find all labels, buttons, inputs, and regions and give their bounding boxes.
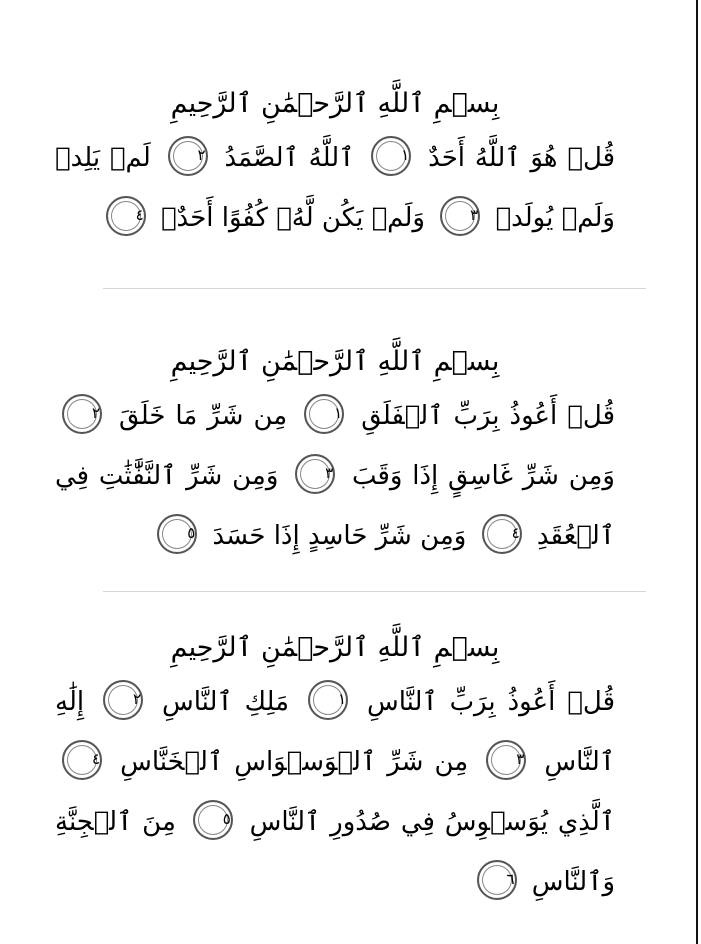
ayah-text: وَمِن شَرِّ حَاسِدٍ إِذَا حَسَدَ	[212, 521, 467, 551]
ayah-number-marker: ٢	[103, 680, 143, 720]
page-edge-border	[696, 0, 698, 944]
ayah-text: مِن شَرِّ مَا خَلَقَ	[119, 401, 288, 431]
ayah-block	[55, 672, 615, 912]
ayah-number-marker: ١	[304, 394, 344, 434]
ayah-text: وَمِن شَرِّ غَاسِقٍ إِذَا وَقَبَ	[351, 461, 615, 491]
ayah-text: مَلِكِ ٱلنَّاسِ	[162, 687, 290, 717]
ayah-text: ٱللَّهُ ٱلصَّمَدُ	[224, 143, 355, 173]
ayah-number-marker: ١	[371, 136, 411, 176]
ayah-number-marker: ١	[308, 680, 348, 720]
ayah-text: وَلَمۡ يَكُن لَّهُۥ كُفُوًا أَحَدٌۢ	[160, 203, 425, 233]
ayah-number-marker: ٢	[168, 136, 208, 176]
surah-divider	[103, 288, 646, 289]
ayah-number-marker: ٦	[477, 860, 517, 900]
ayah-text: قُلۡ أَعُوذُ بِرَبِّ ٱلنَّاسِ	[366, 687, 616, 717]
ayah-number-marker: ٣	[486, 740, 526, 780]
ayah-text: لَمۡ يَلِدۡ وَلَمۡ يُولَدۡ	[55, 143, 615, 233]
ayah-number-marker: ٤	[482, 514, 522, 554]
ayah-block	[55, 386, 615, 566]
ayah-number-marker: ٥	[157, 514, 197, 554]
ayah-text: قُلۡ أَعُوذُ بِرَبِّ ٱلۡفَلَقِ	[361, 401, 616, 431]
ayah-number-marker: ٤	[62, 740, 102, 780]
ayah-number-marker: ٥	[193, 800, 233, 840]
ayah-text: إِلَٰهِ ٱلنَّاسِ	[55, 687, 615, 777]
surah-an-nas	[55, 628, 615, 912]
ayah-text: مِنَ ٱلۡجِنَّةِ وَٱلنَّاسِ	[55, 807, 615, 897]
ayah-number-marker: ٢	[62, 394, 102, 434]
basmala: بِسۡمِ ٱللَّهِ ٱلرَّحۡمَٰنِ ٱلرَّحِيمِ	[170, 88, 500, 119]
ayah-text: قُلۡ هُوَ ٱللَّهُ أَحَدٌ	[428, 143, 616, 173]
basmala: بِسۡمِ ٱللَّهِ ٱلرَّحۡمَٰنِ ٱلرَّحِيمِ	[170, 346, 500, 377]
ayah-text: وَمِن شَرِّ ٱلنَّفَّٰثَٰتِ فِي ٱلۡعُقَدِ	[55, 461, 615, 551]
surah-al-ikhlas	[55, 84, 615, 248]
surah-divider	[103, 591, 646, 592]
ayah-number-marker: ٣	[440, 196, 480, 236]
ayah-number-marker: ٣	[295, 454, 335, 494]
basmala: بِسۡمِ ٱللَّهِ ٱلرَّحۡمَٰنِ ٱلرَّحِيمِ	[170, 632, 500, 663]
ayah-block	[55, 128, 615, 248]
surah-al-falaq	[55, 342, 615, 566]
ayah-number-marker: ٤	[106, 196, 146, 236]
ayah-text: ٱلَّذِي يُوَسۡوِسُ فِي صُدُورِ ٱلنَّاسِ	[249, 807, 616, 837]
ayah-text: مِن شَرِّ ٱلۡوَسۡوَاسِ ٱلۡخَنَّاسِ	[120, 747, 469, 777]
